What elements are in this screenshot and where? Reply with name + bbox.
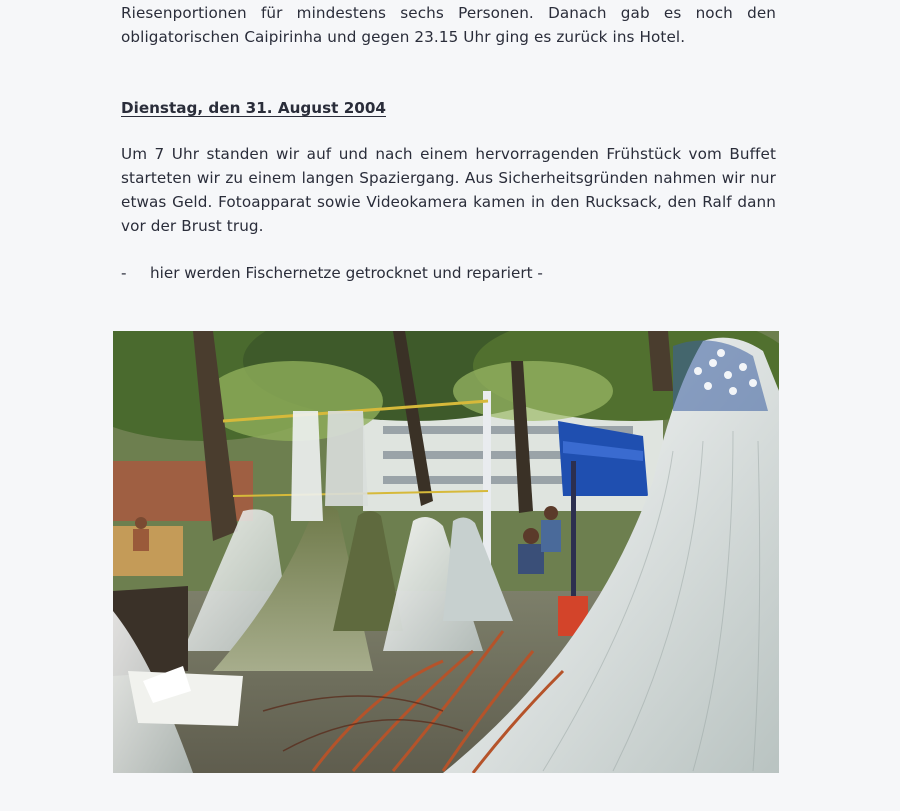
paragraph-dinner: Riesenportionen für mindestens sechs Personen. Danach gab es noch den obligatorischen Caipirinha und gegen 23.15 Uhr ging es zurück ins Hotel. [121, 4, 776, 46]
caption-text: hier werden Fischernetze getrocknet und repariert - [150, 264, 543, 282]
date-heading: Dienstag, den 31. August 2004 [121, 99, 386, 117]
fishing-nets-photo [113, 331, 779, 773]
paragraph-walk: Um 7 Uhr standen wir auf und nach einem hervorragenden Frühstück vom Buffet starteten wir zu einem langen Spaziergang. Aus Sicherheitsgründen nahmen wir nur etwas Geld. Fotoapparat sowie Videokamera kamen in den Rucksack, den Ralf dann vor der Brust trug. [121, 145, 776, 235]
person [523, 528, 539, 544]
fishing-nets-illustration [113, 331, 779, 773]
caption-dash: - [121, 264, 127, 282]
photo-caption [121, 261, 543, 285]
